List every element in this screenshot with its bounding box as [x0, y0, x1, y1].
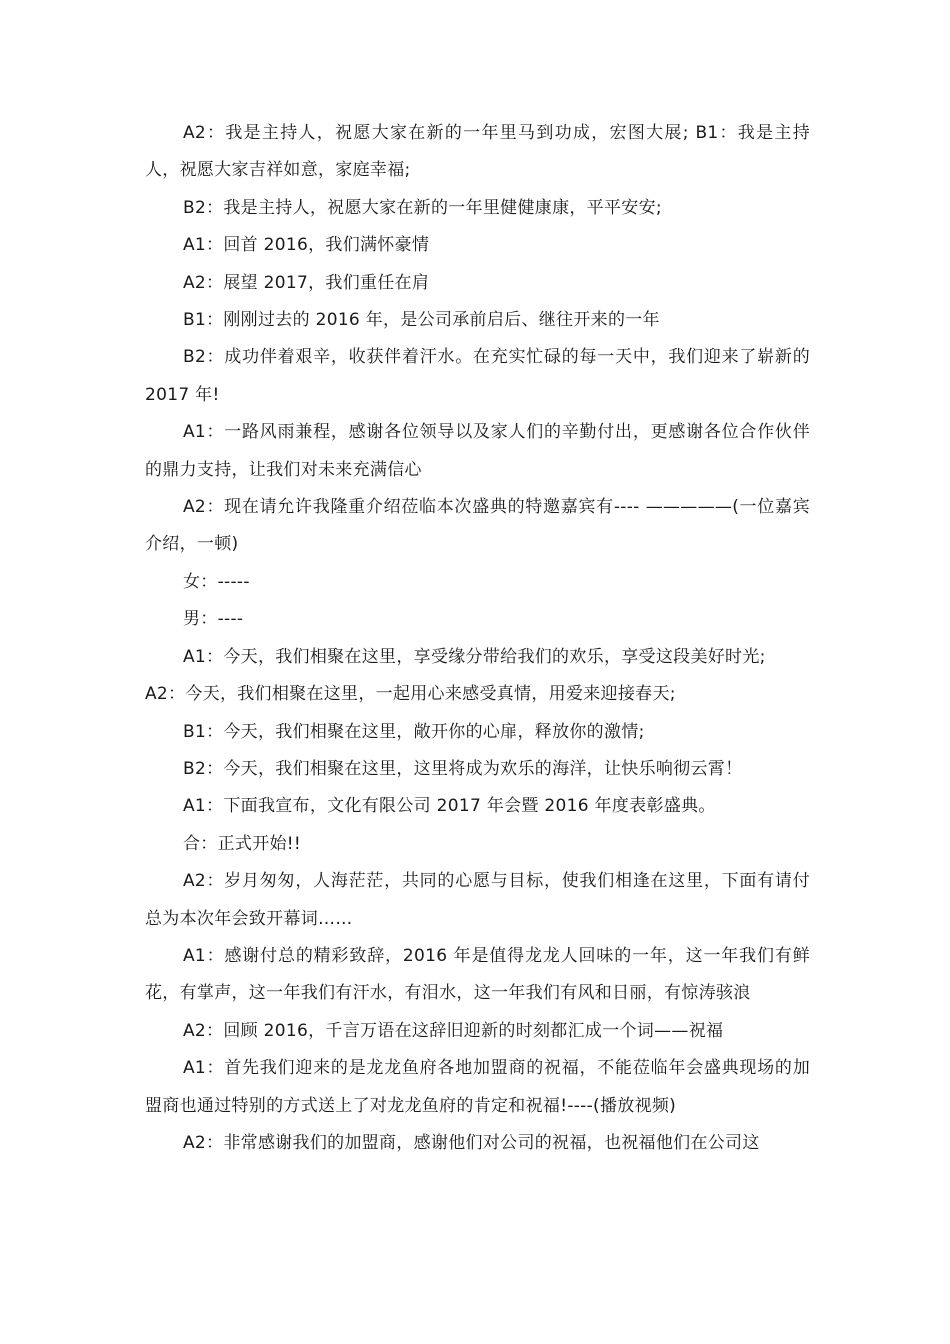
paragraph-a2-guests: A2：现在请允许我隆重介绍莅临本次盛典的特邀嘉宾有---- —————(一位嘉宾介绍，一顿): [145, 497, 810, 555]
paragraph-a2-opening: A2：岁月匆匆，人海茫茫，共同的心愿与目标，使我们相逢在这里，下面有请付总为本次年会致开幕词……: [145, 871, 810, 929]
paragraph-a1-thanks: A1：一路风雨兼程，感谢各位领导以及家人们的辛勤付出，更感谢各位合作伙伴的鼎力支持，让我们对未来充满信心: [145, 422, 810, 480]
paragraph-together-start: 合：正式开始!!: [183, 833, 302, 854]
paragraph-a2-blessing: A2：回顾 2016，千言万语在这辞旧迎新的时刻都汇成一个词——祝福: [183, 1020, 724, 1041]
paragraph-a2-thanks-franchise: A2：非常感谢我们的加盟商，感谢他们对公司的祝福，也祝福他们在公司这: [183, 1132, 760, 1153]
paragraph-host-greetings: A2：我是主持人，祝愿大家在新的一年里马到功成，宏图大展; B1：我是主持人，祝愿大家吉祥如意，家庭幸福;: [145, 123, 810, 181]
paragraph-female: 女：-----: [183, 571, 250, 592]
paragraph-b1-today: B1：今天，我们相聚在这里，敞开你的心扉，释放你的激情;: [183, 721, 645, 742]
document-body: [145, 115, 810, 1162]
paragraph-b2-greeting: B2：我是主持人，祝愿大家在新的一年里健健康康，平平安安;: [183, 197, 662, 218]
paragraph-a1-announce: A1：下面我宣布，文化有限公司 2017 年会暨 2016 年度表彰盛典。: [183, 796, 716, 817]
paragraph-a1-2016: A1：回首 2016，我们满怀豪情: [183, 235, 430, 256]
paragraph-b2-success: B2：成功伴着艰辛，收获伴着汗水。在充实忙碌的每一天中，我们迎来了崭新的 2017 年!: [145, 347, 810, 405]
paragraph-a2-2017: A2：展望 2017，我们重任在肩: [183, 272, 430, 293]
paragraph-b1-past-year: B1：刚刚过去的 2016 年，是公司承前启后、继往开来的一年: [183, 310, 660, 331]
paragraph-male: 男：----: [183, 609, 244, 630]
paragraph-b2-today: B2：今天，我们相聚在这里，这里将成为欢乐的海洋，让快乐响彻云霄！: [183, 758, 743, 779]
paragraph-a1-review: A1：感谢付总的精彩致辞，2016 年是值得龙龙人回味的一年，这一年我们有鲜花，有掌声，这一年我们有汗水，有泪水，这一年我们有风和日丽，有惊涛骇浪: [145, 945, 810, 1004]
paragraph-a1-today: A1：今天，我们相聚在这里，享受缘分带给我们的欢乐，享受这段美好时光;: [183, 646, 766, 667]
paragraph-a1-franchise: A1：首先我们迎来的是龙龙鱼府各地加盟商的祝福，不能莅临年会盛典现场的加盟商也通过特别的方式送上了对龙龙鱼府的肯定和祝福!----(播放视频): [145, 1058, 810, 1116]
paragraph-a2-today: A2：今天，我们相聚在这里，一起用心来感受真情，用爱来迎接春天;: [145, 684, 676, 705]
